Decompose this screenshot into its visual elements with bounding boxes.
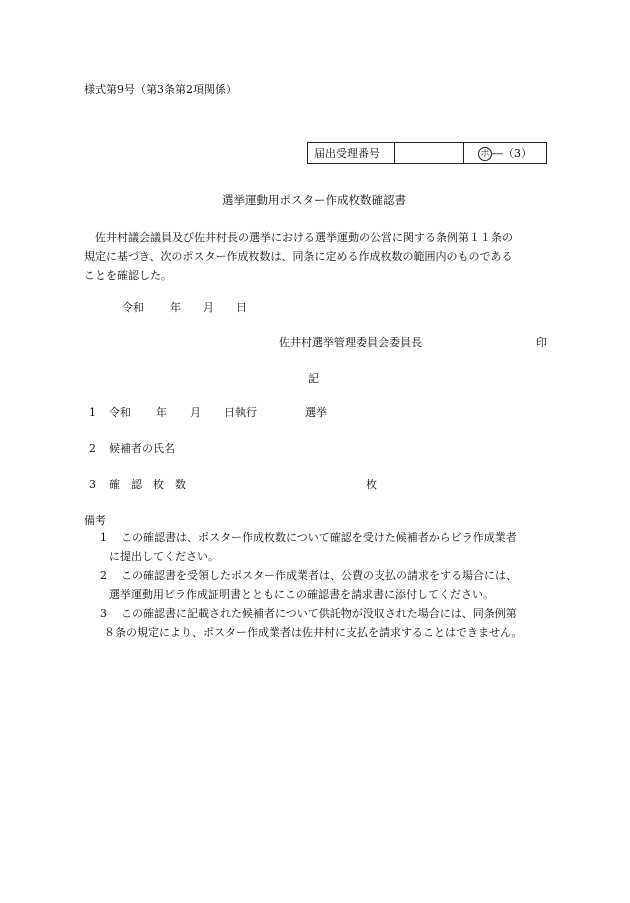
item-1-day-exec: 日執行 xyxy=(224,406,257,419)
item-1-year: 年 xyxy=(156,406,167,419)
seal-mark: 印 xyxy=(536,336,547,349)
remark-1-line-2: に提出してください。 xyxy=(109,550,219,563)
date-month: 月 xyxy=(203,301,214,314)
receipt-number-table xyxy=(307,142,547,164)
receipt-number xyxy=(464,143,547,164)
remark-3-line-1: この確認書に記載された候補者について供託物が没収された場合には、同条例第 xyxy=(121,607,517,620)
date-day: 日 xyxy=(236,301,247,314)
remark-2-line-1: この確認書を受領したポスター作成業者は、公費の支払の請求をする場合には、 xyxy=(121,569,517,582)
item-1-election: 選挙 xyxy=(305,406,327,419)
ki-heading: 記 xyxy=(308,372,319,385)
item-2-label: 候補者の氏名 xyxy=(109,442,175,455)
item-3-unit: 枚 xyxy=(366,478,377,491)
remark-2-number: 2 xyxy=(100,569,107,582)
remarks-heading: 備考 xyxy=(84,514,106,527)
body-line-2: 規定に基づき、次のポスター作成枚数は、同条に定める作成枚数の範囲内のものである xyxy=(84,250,513,263)
issuer-name: 佐井村選挙管理委員会委員長 xyxy=(279,336,422,349)
item-1-era: 令和 xyxy=(109,406,131,419)
remark-3-line-2: ８条の規定により、ポスター作成業者は佐井村に支払を請求することはできません。 xyxy=(104,626,523,639)
remark-2-line-2: 選挙運動用ビラ作成証明書とともにこの確認書を請求書に添付してください。 xyxy=(109,588,494,601)
item-2-number: 2 xyxy=(89,442,96,455)
receipt-blank-cell xyxy=(395,143,464,164)
remark-3-number: 3 xyxy=(100,607,107,620)
body-line-3: ことを確認した。 xyxy=(84,269,172,282)
body-paragraph xyxy=(84,228,554,285)
item-3-number: 3 xyxy=(89,478,96,491)
remark-1-number: 1 xyxy=(100,531,107,544)
date-era: 令和 xyxy=(122,301,144,314)
body-line-1: 佐井村議会議員及び佐井村長の選挙における選挙運動の公営に関する条例第１１条の xyxy=(84,231,513,244)
receipt-label: 届出受理番号 xyxy=(308,143,395,164)
form-id: 様式第9号（第3条第2項関係） xyxy=(84,83,237,96)
remark-1-line-1: この確認書は、ポスター作成枚数について確認を受けた候補者からビラ作成業者 xyxy=(121,531,517,544)
item-1-number: 1 xyxy=(89,406,96,419)
circled-po-mark: ポ xyxy=(478,147,492,161)
date-year: 年 xyxy=(170,301,181,314)
item-3-label: 確 認 枚 数 xyxy=(109,478,186,491)
receipt-number-suffix: ―（3） xyxy=(492,147,532,160)
document-title: 選挙運動用ポスター作成枚数確認書 xyxy=(222,193,406,207)
item-1-month: 月 xyxy=(190,406,201,419)
